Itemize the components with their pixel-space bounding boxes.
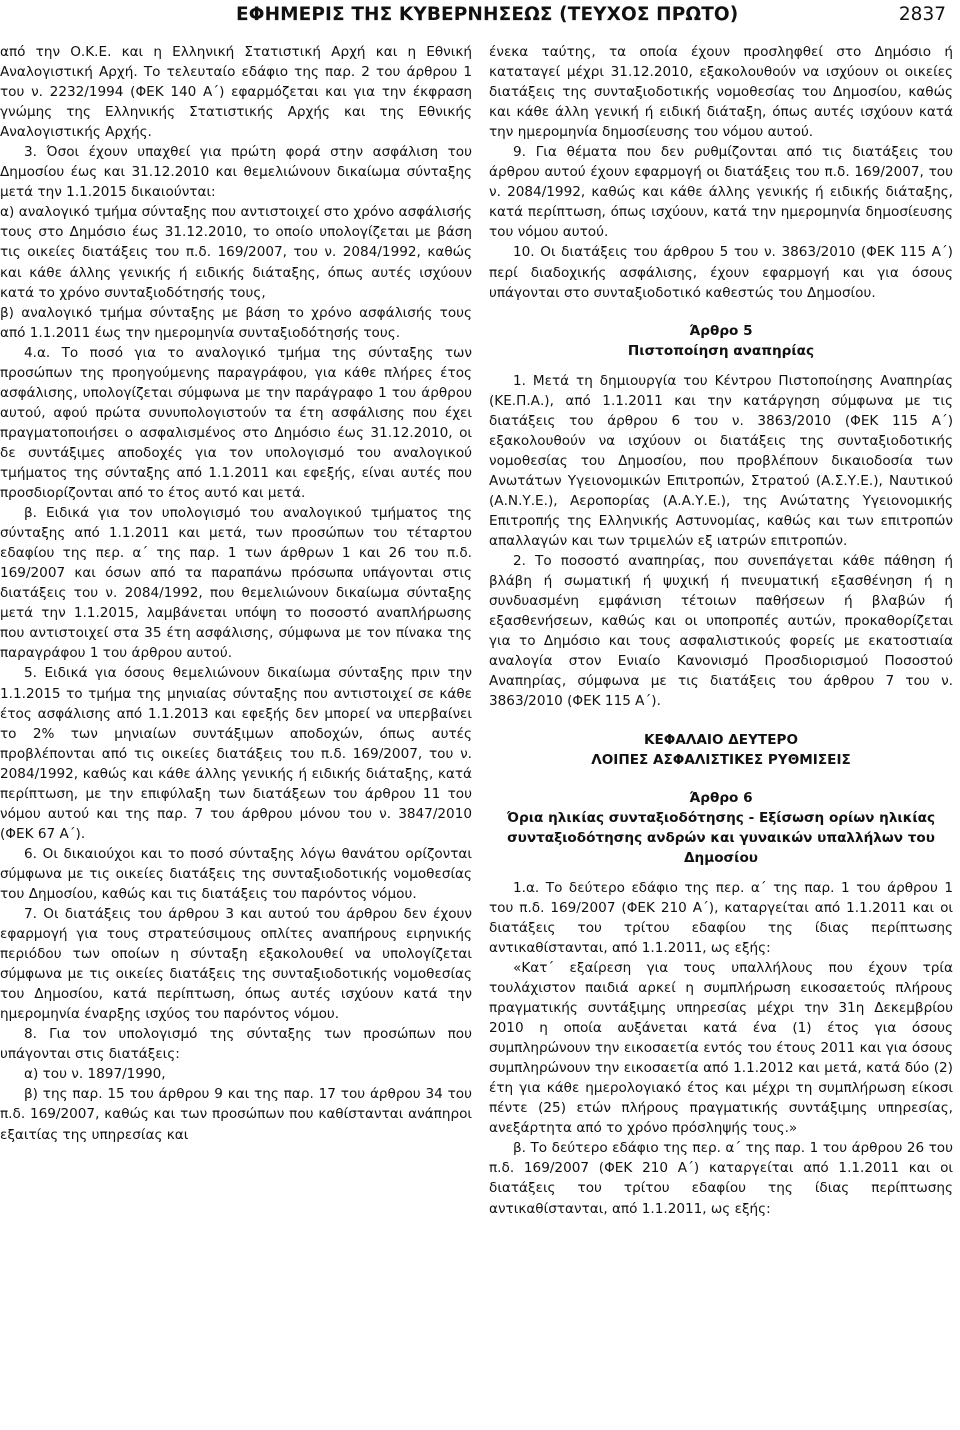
left-column: [0, 42, 472, 1145]
article-6-heading: Άρθρο 6: [689, 789, 753, 806]
paragraph: 8. Για τον υπολογισμό της σύνταξης των προσώπων που υπάγονται στις διατάξεις:: [0, 1026, 472, 1063]
paragraph: β. Ειδικά για τον υπολογισμό του αναλογικού τμήματος της σύνταξης από 1.1.2011 και μετά, των προσώπων του τέταρτου εδαφίου της περ. α΄ της παρ. 1 των άρθρων 1 και 26 του π.δ. 169/2007 και όσων από τα παραπάνω πρόσωπα υπάγονται στις διατάξεις του ν. 2084/1992, που θεμελιώνουν δικαίωμα σύνταξης μετά την 1.1.2015, λαμβάνεται υπόψη το ποσοστό αναπλήρωσης που αντιστοιχεί στα 35 έτη ασφάλισης, σύμφωνα με τον πίνακα της παραγράφου 1 του άρθρου αυτού.: [0, 505, 472, 662]
article-5-title: Πιστοποίηση αναπηρίας: [627, 342, 815, 359]
gazette-title: ΕΦΗΜΕΡΙΣ ΤΗΣ ΚΥΒΕΡΝΗΣΕΩΣ (ΤΕΥΧΟΣ ΠΡΩΤΟ): [236, 4, 739, 25]
article-6-title: Όρια ηλικίας συνταξιοδότησης - Εξίσωση ορίων ηλικίας συνταξιοδότησης ανδρών και γυναικών υπαλλήλων του Δημοσίου: [506, 809, 936, 866]
paragraph: 3. Όσοι έχουν υπαχθεί για πρώτη φορά στην ασφάλιση του Δημοσίου έως και 31.12.2010 και θεμελιώνουν δικαίωμα σύνταξης μετά την 1.1.2015 δικαιούνται:: [0, 144, 472, 201]
paragraph: β) της παρ. 15 του άρθρου 9 και της παρ. 17 του άρθρου 34 του π.δ. 169/2007, καθώς και των προσώπων που καθίστανται ανάπηροι εξαιτίας της υπηρεσίας και: [0, 1086, 472, 1143]
paragraph: 7. Οι διατάξεις του άρθρου 3 και αυτού του άρθρου δεν έχουν εφαρμογή για τους στρατεύσιμους οπλίτες αναπήρους ειρηνικής περιόδου των οποίων η σύνταξη εξακολουθεί να υπολογίζεται σύμφωνα με τις οικείες διατάξεις της συνταξιοδοτικής νομοθεσίας του Δημοσίου, κατά περίπτωση, όπως αυτές ισχύουν κατά την ημερομηνία έναρξης ισχύος του παρόντος νόμου.: [0, 906, 472, 1023]
chapter-subtitle: ΛΟΙΠΕΣ ΑΣΦΑΛΙΣΤΙΚΕΣ ΡΥΘΜΙΣΕΙΣ: [591, 751, 851, 768]
paragraph: β) αναλογικό τμήμα σύνταξης με βάση το χρόνο ασφάλισής τους από 1.1.2011 έως την ημερομηνία συνταξιοδότησής τους.: [0, 304, 472, 341]
paragraph: β. Το δεύτερο εδάφιο της περ. α΄ της παρ. 1 του άρθρου 26 του π.δ. 169/2007 (ΦΕΚ 210 Α΄) καταργείται από 1.1.2011 και οι διατάξεις του τρίτου εδαφίου της ίδιας περίπτωσης αντικαθίστανται, από 1.1.2011, ως εξής:: [489, 1140, 953, 1217]
page-header: [0, 0, 960, 34]
chapter-title: ΚΕΦΑΛΑΙΟ ΔΕΥΤΕΡΟ: [643, 731, 798, 748]
right-column: [489, 42, 953, 1219]
paragraph: 6. Οι δικαιούχοι και το ποσό σύνταξης λόγω θανάτου ορίζονται σύμφωνα με τις οικείες διατάξεις της συνταξιοδοτικής νομοθεσίας του Δημοσίου, καθώς και τις διατάξεις του παρόντος νόμου.: [0, 845, 472, 902]
paragraph: «Κατ΄ εξαίρεση για τους υπαλλήλους που έχουν τρία τουλάχιστον παιδιά αρκεί η συμπλήρωση εικοσαετούς πλήρους πραγματικής συντάξιμης υπηρεσίας μέχρι την 31η Δεκεμβρίου 2010 η οποία αυξάνεται κατά ένα (1) έτος για όσους συμπληρώνουν την εικοσαετία εντός του έτους 2011 και για όσους συμπληρώνουν την εικοσαετία από 1.1.2012 και μετά, κατά δύο (2) έτη για κάθε ημερολογιακό έτος και μέχρι τη συμπλήρωση είκοσι πέντε (25) ετών πλήρους πραγματικής συντάξιμης υπηρεσίας, ανεξάρτητα από το χρόνο πρόσληψής τους.»: [489, 959, 953, 1137]
paragraph: ένεκα ταύτης, τα οποία έχουν προσληφθεί στο Δημόσιο ή καταταγεί μέχρι 31.12.2010, εξακολουθούν να ισχύουν οι οικείες διατάξεις της συνταξιοδοτικής νομοθεσίας του Δημοσίου, καθώς και κάθε άλλη γενική ή ειδική διάταξη, όπως αυτές ισχύουν κατά την ημερομηνία δημοσίευσης του νόμου αυτού.: [489, 44, 953, 141]
paragraph: 1.α. Το δεύτερο εδάφιο της περ. α΄ της παρ. 1 του άρθρου 1 του π.δ. 169/2007 (ΦΕΚ 210 Α΄), καταργείται από 1.1.2011 και οι διατάξεις του τρίτου εδαφίου της ίδιας περίπτωσης αντικαθίστανται, από 1.1.2011, ως εξής:: [489, 879, 953, 956]
paragraph: 10. Οι διατάξεις του άρθρου 5 του ν. 3863/2010 (ΦΕΚ 115 Α΄) περί διαδοχικής ασφάλισης, έχουν εφαρμογή και για όσους υπάγονται στο συνταξιοδοτικό καθεστώς του Δημοσίου.: [489, 244, 953, 301]
paragraph: 9. Για θέματα που δεν ρυθμίζονται από τις διατάξεις του άρθρου αυτού έχουν εφαρμογή οι διατάξεις του π.δ. 169/2007, του ν. 2084/1992, καθώς και κάθε άλλης γενικής ή ειδικής διάταξης, κατά περίπτωση, όπως ισχύουν, κατά την ημερομηνία δημοσίευσης του νόμου αυτού.: [489, 144, 953, 241]
paragraph: 2. Το ποσοστό αναπηρίας, που συνεπάγεται κάθε πάθηση ή βλάβη ή σωματική ή ψυχική ή πνευματική εξασθένηση ή η συνδυασμένη εμφάνιση τέτοιων παθήσεων ή βλαβών ή εξασθενήσεων, καθώς και οι υποπροπές αυτών, προκαθορίζεται για το Δημόσιο και τους ασφαλιστικούς φορείς με εκατοστιαία αναλογία στον Ενιαίο Κανονισμό Προσδιορισμού Ποσοστού Αναπηρίας, σύμφωνα με τις διατάξεις του άρθρου 7 του ν. 3863/2010 (ΦΕΚ 115 Α΄).: [489, 553, 953, 710]
paragraph: α) του ν. 1897/1990,: [24, 1066, 166, 1083]
page-number: 2837: [898, 4, 946, 25]
paragraph: 4.α. Το ποσό για το αναλογικό τμήμα της σύνταξης των προσώπων της προηγούμενης παραγράφου, για κάθε πλήρες έτος ασφάλισης, υπολογίζεται σύμφωνα με την παράγραφο 1 του άρθρου αυτού, αφού πρώτα συνυπολογιστούν τα έτη ασφάλισης που έχει πραγματοποιήσει ο ασφαλισμένος στο Δημόσιο έως 31.12.2010, οι δε συντάξιμες αποδοχές για τον υπολογισμό του αναλογικού τμήματος της σύνταξης από 1.1.2011 και εφεξής, είναι αυτές που προσδιορίζονται από το έτος αυτό και μετά.: [0, 344, 472, 502]
paragraph: 5. Ειδικά για όσους θεμελιώνουν δικαίωμα σύνταξης πριν την 1.1.2015 το τμήμα της μηνιαίας σύνταξης που αντιστοιχεί σε κάθε έτος ασφάλισης από 1.1.2013 και εφεξής δεν μπορεί να υπερβαίνει το 2% των μηνιαίων συντάξιμων αποδοχών, όπως αυτές προβλέπονται από τις οικείες διατάξεις του π.δ. 169/2007, του ν. 2084/1992, καθώς και κάθε άλλης γενικής ή ειδικής διάταξης, κατά περίπτωση, με την επιφύλαξη των διατάξεων του άρθρου 11 του νόμου αυτού και της παρ. 7 του άρθρου μόνου του ν. 3847/2010 (ΦΕΚ 67 Α΄).: [0, 665, 472, 842]
paragraph: 1. Μετά τη δημιουργία του Κέντρου Πιστοποίησης Αναπηρίας (ΚΕ.Π.Α.), από 1.1.2011 και την κατάργηση σύμφωνα με τις διατάξεις του άρθρου 6 του ν. 3863/2010 (ΦΕΚ 115 Α΄) εξακολουθούν να ισχύουν οι διατάξεις της συνταξιοδοτικής νομοθεσίας του Δημοσίου, που προβλέπουν δικαιοδοσία των Ανωτάτων Υγειονομικών Επιτροπών, Στρατού (Α.Σ.Υ.Ε.), Ναυτικού (Α.Ν.Υ.Ε.), Αεροπορίας (Α.Α.Υ.Ε.), της Ανώτατης Υγειονομικής Επιτροπής της Ελληνικής Αστυνομίας, καθώς και των επιτροπών απαλλαγών και των τριμελών εξ ιατρών επιτροπών.: [489, 372, 953, 550]
paragraph: α) αναλογικό τμήμα σύνταξης που αντιστοιχεί στο χρόνο ασφάλισής τους στο Δημόσιο έως 31.12.2010, το οποίο υπολογίζεται με βάση τις οικείες διατάξεις του π.δ. 169/2007, του ν. 2084/1992, καθώς και κάθε άλλης γενικής ή ειδικής διάταξης, όπως αυτές ισχύουν κατά το χρόνο συνταξιοδότησής τους,: [0, 204, 472, 301]
paragraph: από την Ο.Κ.Ε. και η Ελληνική Στατιστική Αρχή και η Εθνική Αναλογιστική Αρχή. Το τελευταίο εδάφιο της παρ. 2 του άρθρου 1 του ν. 2232/1994 (ΦΕΚ 140 Α΄) εφαρμόζεται και για την έκφραση γνώμης της Ελληνικής Στατιστικής Αρχής και της Εθνικής Αναλογιστικής Αρχής.: [0, 44, 472, 141]
article-5-heading: Άρθρο 5: [689, 322, 753, 339]
